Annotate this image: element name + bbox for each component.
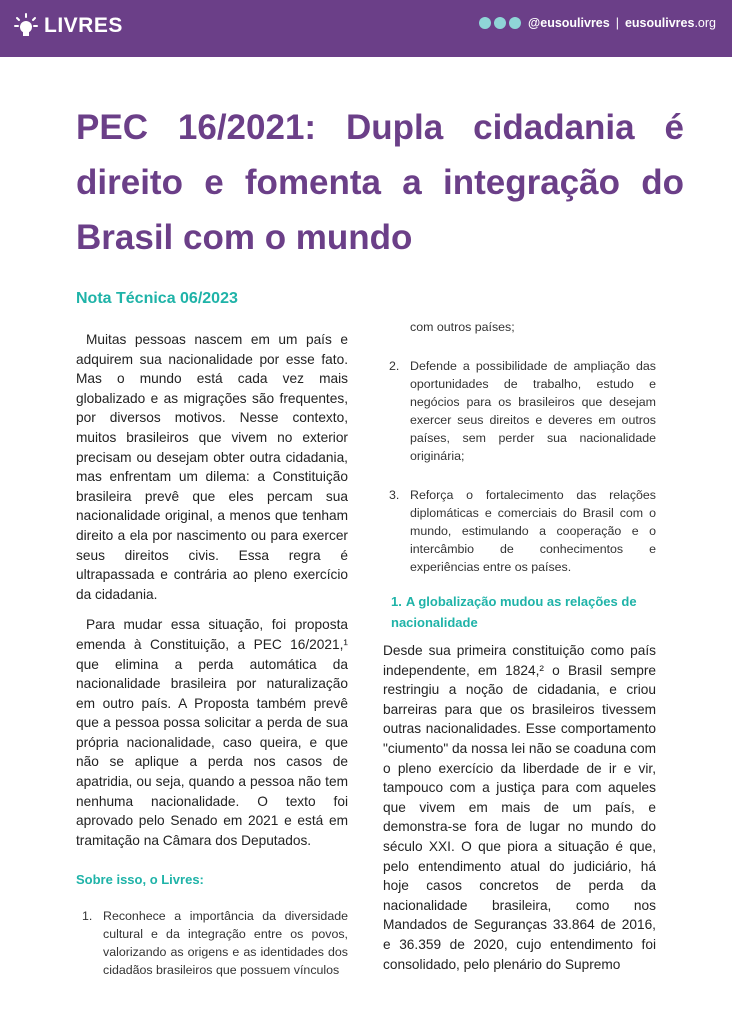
brand-name: LIVRES bbox=[44, 14, 123, 37]
section-heading-text: A globalização mudou as relações de nacionalidade bbox=[391, 594, 637, 630]
list-item bbox=[383, 486, 656, 576]
header-separator: | bbox=[615, 16, 619, 30]
section-number: 1. bbox=[391, 594, 402, 609]
right-column bbox=[383, 318, 656, 974]
twitter-icon bbox=[479, 17, 491, 29]
list-item-text: Reforça o fortalecimento das relações diplomáticas e comerciais do Brasil com o mundo, estimulando a cooperação e o intercâmbio de conhecimentos e experiências entre os países. bbox=[410, 488, 656, 574]
facebook-icon bbox=[509, 17, 521, 29]
position-list-continued bbox=[383, 357, 656, 576]
social-handle: @eusoulivres bbox=[528, 16, 610, 30]
list-item-text: Reconhece a importância da diversidade cultural e da integração entre os povos, valorizando as origens e as identidades dos cidadãos brasileiros que possuem vínculos bbox=[103, 909, 348, 978]
lightbulb-icon bbox=[14, 12, 38, 40]
list-item-number: 3. bbox=[389, 488, 400, 502]
list-item-number: 1. bbox=[82, 909, 93, 924]
section-heading: Sobre isso, o Livres: bbox=[76, 872, 204, 888]
pec-paragraph: Para mudar essa situação, foi proposta emenda à Constituição, a PEC 16/2021,¹ que elimina a perda automática da nacionalidade brasileira por naturalização em outro país. A Proposta também prevê que a pessoa possa solicitar a perda de sua própria nacionalidade, caso queira, e que não se aplique a perda nos casos de apatridia, ou seja, quando a pessoa não tem nenhuma nacionalidade. O texto foi aprovado pelo Senado em 2021 e está em tramitação na Câmara dos Deputados. bbox=[76, 617, 348, 848]
website-name: eusoulivres bbox=[624, 16, 695, 30]
social-links bbox=[479, 16, 716, 30]
intro-paragraph: Muitas pessoas nascem em um país e adquirem sua nacionalidade por esse fato. Mas o mundo está cada vez mais globalizado e as migrações são frequentes, por diversos motivos. Nesse contexto, muitos brasileiros que vivem no exterior precisam ou desejam obter outra cidadania, mas enfrentam um dilema: a Constituição brasileira prevê que eles percam sua nacionalidade original, a menos que tenham direito a ela por nascimento ou para exercer seus direitos civis. Essa regra é ultrapassada e contrária ao pleno exercício da cidadania. bbox=[76, 332, 348, 602]
list-item-text: Defende a possibilidade de ampliação das oportunidades de trabalho, estudo e negócios para os brasileiros que desejam exercer seus direitos e deveres em outros países, sem perder sua nacionalidade originária; bbox=[410, 359, 656, 463]
section-1-body: Desde sua primeira constituição como país independente, em 1824,² o Brasil sempre restringiu a noção de cidadania, e criou barreiras para que os brasileiros tivessem outras nacionalidades. Esse comportamento "ciumento" da nossa lei não se coaduna com o pleno exercício da liberdade de ir e vir, tampouco com a justiça para com aqueles que vivem em mais de um país, e demonstra-se fora de lugar no mundo do século XXI. O que piora a situação é que, pelo entendimento atual do judiciário, há hoje casos concretos de perda da nacionalidade brasileira, como nos Mandados de Seguranças 33.864 de 2016, e 36.359 de 2020, cujo entendimento foi consolidado, pelo plenário do Supremo bbox=[383, 643, 656, 972]
left-column bbox=[76, 330, 348, 979]
position-list bbox=[76, 907, 348, 979]
instagram-icon bbox=[494, 17, 506, 29]
website bbox=[625, 16, 716, 30]
section-1-heading bbox=[391, 591, 656, 633]
website-tld: .org bbox=[694, 16, 716, 30]
list-item bbox=[383, 357, 656, 465]
list-item bbox=[76, 907, 348, 979]
document-subtitle: Nota Técnica 06/2023 bbox=[76, 290, 238, 307]
list-item-continuation: com outros países; bbox=[410, 320, 515, 334]
brand-logo bbox=[14, 12, 123, 40]
document-title: PEC 16/2021: Dupla cidadania é direito e fomenta a integração do Brasil com o mundo bbox=[76, 108, 684, 257]
list-item-number: 2. bbox=[389, 359, 400, 373]
header-bar bbox=[0, 0, 732, 57]
